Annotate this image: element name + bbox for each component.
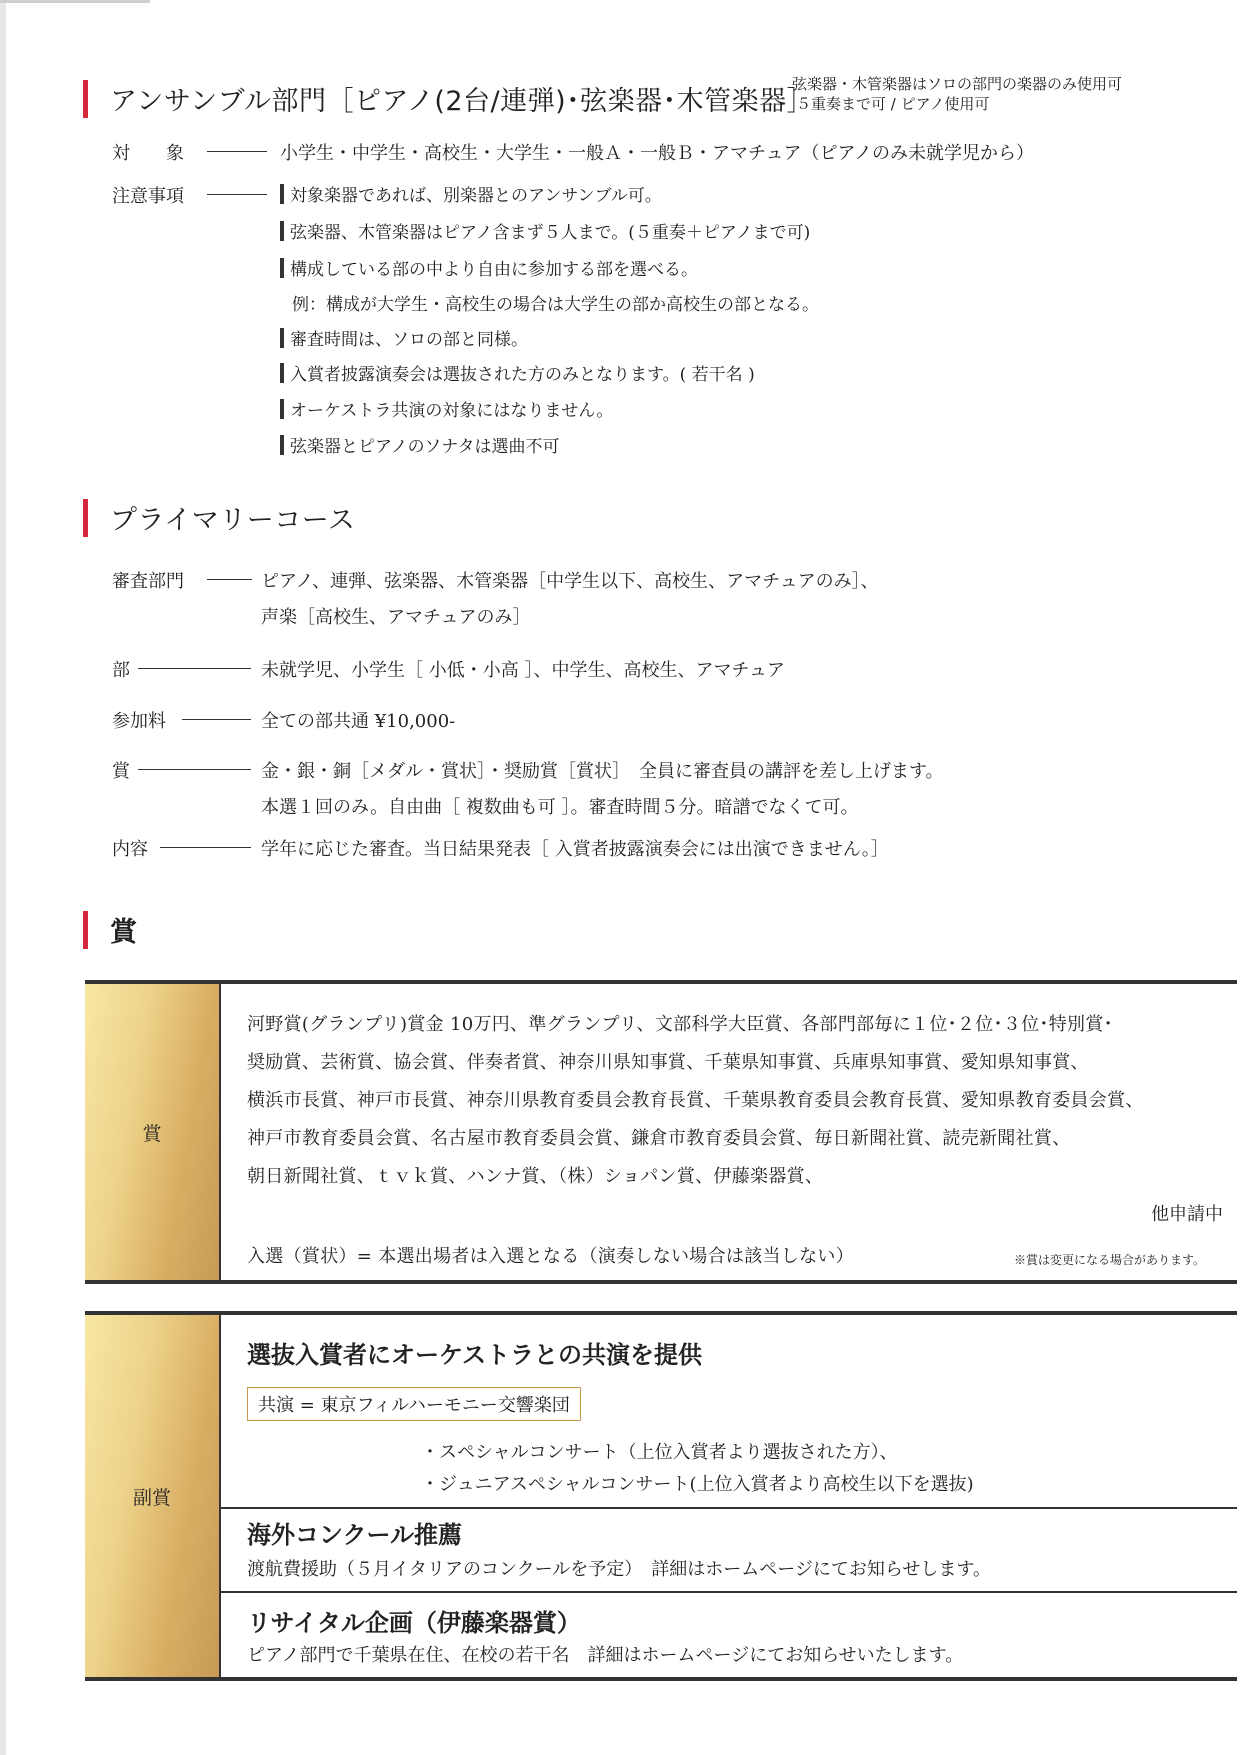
note-item: 弦楽器とピアノのソナタは選曲不可 xyxy=(280,432,559,457)
orchestra-row xyxy=(221,1315,1237,1507)
ensemble-title: アンサンブル部門［ピアノ(2台/連弾)･弦楽器･木管楽器］ xyxy=(110,86,815,117)
prize-selection: 入選（賞状）= 本選出場者は入選となる（演奏しない場合は該当しない） xyxy=(247,1246,854,1267)
content-label: 内容 xyxy=(112,839,148,860)
note-item: 構成している部の中より自由に参加する部を選べる。 xyxy=(280,255,698,280)
primary-title: プライマリーコース xyxy=(110,505,356,536)
prize-table xyxy=(85,980,1237,1284)
concert-item: ・ジュニアスペシャルコンサート(上位入賞者より高校生以下を選抜) xyxy=(421,1474,974,1495)
class-label: 部 xyxy=(112,660,130,681)
note-item: 入賞者披露演奏会は選抜された方のみとなります。( 若干名 ) xyxy=(280,360,755,385)
division-value: 声楽［高校生、アマチュアのみ］ xyxy=(261,607,531,628)
prize-box-label: 賞 xyxy=(85,984,221,1280)
recital-title: リサイタル企画（伊藤楽器賞） xyxy=(247,1608,581,1637)
recital-text: ピアノ部門で千葉県在住、在校の若干名 詳細はホームページにてお知らせいたします。 xyxy=(247,1645,964,1666)
target-label: 対 象 xyxy=(112,143,184,164)
heading-marker xyxy=(83,499,88,537)
prize-line: 奨励賞、芸術賞、協会賞、伴奏者賞、神奈川県知事賞、千葉県知事賞、兵庫県知事賞、愛知県知事賞、 xyxy=(247,1052,1089,1073)
note-example: 例：構成が大学生・高校生の場合は大学生の部か高校生の部となる。 xyxy=(292,295,819,315)
prizes-title: 賞 xyxy=(110,917,138,948)
award-value: 本選１回のみ。自由曲［ 複数曲も可 ］。審査時間５分。暗譜でなくて可。 xyxy=(261,797,859,818)
leader-line xyxy=(207,194,267,195)
ensemble-heading xyxy=(83,79,814,118)
class-value: 未就学児、小学生［ 小低・小高 ］、中学生、高校生、アマチュア xyxy=(261,660,785,681)
recital-row xyxy=(221,1593,1237,1673)
orchestra-name-box: 共演 = 東京フィルハーモニー交響楽団 xyxy=(247,1387,581,1421)
prizes-heading xyxy=(83,910,138,949)
leader-line xyxy=(138,668,251,669)
overseas-text: 渡航費援助（５月イタリアのコンクールを予定） 詳細はホームページにてお知らせします。 xyxy=(247,1559,991,1580)
notes-label: 注意事項 xyxy=(112,186,184,207)
scan-strip xyxy=(0,0,150,3)
orchestra-title: 選抜入賞者にオーケストラとの共演を提供 xyxy=(247,1340,703,1369)
leader-line xyxy=(182,719,251,720)
division-label: 審査部門 xyxy=(112,571,184,592)
award-label: 賞 xyxy=(112,761,130,782)
overseas-title: 海外コンクール推薦 xyxy=(247,1520,463,1549)
heading-marker xyxy=(83,80,88,118)
leader-line xyxy=(160,847,251,848)
prize-line: 神戸市教育委員会賞、名古屋市教育委員会賞、鎌倉市教育委員会賞、毎日新聞社賞、読売新聞社賞、 xyxy=(247,1128,1071,1149)
sub-prize-table xyxy=(85,1311,1237,1681)
side-note-line-2: ５重奏まで可 / ピアノ使用可 xyxy=(796,95,990,113)
primary-heading xyxy=(83,498,355,537)
leader-line xyxy=(207,151,267,152)
division-value: ピアノ、連弾、弦楽器、木管楽器［中学生以下、高校生、アマチュアのみ］、 xyxy=(261,571,879,592)
prize-line: 横浜市長賞、神戸市長賞、神奈川県教育委員会教育長賞、千葉県教育委員会教育長賞、愛知県教育委員会賞、 xyxy=(247,1090,1144,1111)
note-item: 対象楽器であれば、別楽器とのアンサンブル可。 xyxy=(280,181,662,206)
overseas-row xyxy=(221,1509,1237,1591)
prize-change-note: ※賞は変更になる場合があります。 xyxy=(1013,1253,1205,1267)
prize-list xyxy=(247,1006,1225,1276)
heading-marker xyxy=(83,911,88,949)
fee-label: 参加料 xyxy=(112,711,166,732)
concert-item: ・スペシャルコンサート（上位入賞者より選抜された方）、 xyxy=(421,1442,898,1463)
leader-line xyxy=(138,769,251,770)
award-value: 金・銀・銅［メダル・賞状］・奨励賞［賞状］ 全員に審査員の講評を差し上げます。 xyxy=(261,761,944,782)
leader-line xyxy=(207,579,252,580)
page-edge xyxy=(0,0,6,1755)
side-note-line-1: 弦楽器・木管楽器はソロの部門の楽器のみ使用可 xyxy=(792,75,1123,93)
ensemble-side-note xyxy=(792,74,1122,114)
prize-line: 朝日新聞社賞、ｔｖｋ賞、ハンナ賞、（株）ショパン賞、伊藤楽器賞、 xyxy=(247,1166,824,1187)
note-item: オーケストラ共演の対象にはなりません。 xyxy=(280,396,613,421)
prize-line: 河野賞(グランプリ)賞金 10万円、準グランプリ、文部科学大臣賞、各部門部毎に１位･２位･３位･特別賞･ xyxy=(247,1014,1113,1035)
note-item: 弦楽器、木管楽器はピアノ含まず５人まで。(５重奏＋ピアノまで可) xyxy=(280,218,810,243)
fee-value: 全ての部共通 ¥10,000- xyxy=(261,711,456,732)
prize-pending: 他申請中 xyxy=(1151,1204,1223,1225)
content-value: 学年に応じた審査。当日結果発表［ 入賞者披露演奏会には出演できません。］ xyxy=(261,839,889,860)
note-item: 審査時間は、ソロの部と同様。 xyxy=(280,325,528,350)
target-value: 小学生・中学生・高校生・大学生・一般Ａ・一般Ｂ・アマチュア（ピアノのみ未就学児から） xyxy=(280,143,1035,164)
sub-prize-box-label: 副賞 xyxy=(85,1315,221,1677)
